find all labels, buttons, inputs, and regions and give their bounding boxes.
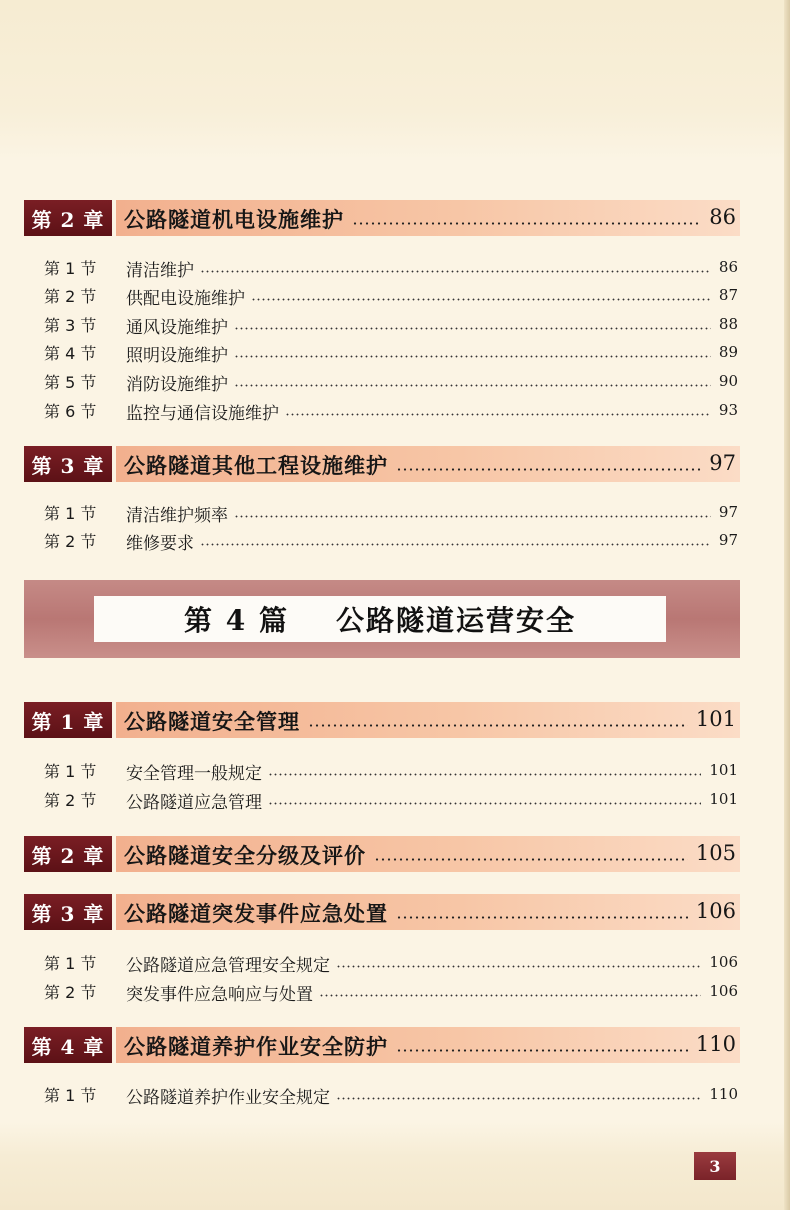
section-number: 第 2 节	[44, 532, 97, 551]
section-number: 第 2 节	[44, 983, 97, 1002]
section-page: 97	[718, 503, 738, 521]
section-dot-leader	[268, 802, 701, 805]
section-title: 公路隧道应急管理安全规定	[126, 956, 330, 976]
section-row[interactable]	[44, 399, 738, 425]
chapter-title: 公路隧道安全分级及评价	[124, 843, 366, 868]
chapter-page: 86	[709, 205, 736, 229]
section-row[interactable]	[44, 759, 738, 785]
section-title: 公路隧道养护作业安全规定	[126, 1088, 330, 1108]
section-dot-leader	[336, 965, 701, 968]
chapter-dot-leader	[396, 1049, 688, 1052]
section-title: 消防设施维护	[126, 375, 228, 395]
section-row[interactable]	[44, 1083, 738, 1109]
section-dot-leader	[336, 1097, 701, 1100]
section-page: 86	[718, 258, 738, 276]
chapter-row[interactable]	[24, 200, 740, 236]
chapter-number: 第 4 章	[24, 1027, 112, 1063]
section-dot-leader	[251, 298, 711, 301]
section-title: 清洁维护频率	[126, 506, 228, 526]
book-edge-shadow	[784, 0, 790, 1210]
chapter-number: 第 2 章	[24, 836, 112, 872]
section-number: 第 1 节	[44, 504, 97, 523]
section-title: 公路隧道应急管理	[126, 793, 262, 813]
section-dot-leader	[285, 413, 711, 416]
section-dot-leader	[234, 515, 711, 518]
chapter-dot-leader	[374, 858, 688, 861]
chapter-dot-leader	[308, 724, 688, 727]
section-dot-leader	[200, 270, 711, 273]
section-number: 第 6 节	[44, 402, 97, 421]
section-page: 97	[718, 531, 738, 549]
chapter-row[interactable]	[24, 446, 740, 482]
chapter-page: 106	[695, 899, 736, 923]
chapter-number: 第 3 章	[24, 894, 112, 930]
section-dot-leader	[234, 327, 711, 330]
section-row[interactable]	[44, 529, 738, 555]
section-row[interactable]	[44, 284, 738, 310]
chapter-page: 101	[695, 707, 736, 731]
section-page: 90	[718, 372, 738, 390]
part-banner	[24, 580, 740, 658]
section-row[interactable]	[44, 788, 738, 814]
section-title: 监控与通信设施维护	[126, 404, 279, 424]
chapter-dot-leader	[396, 468, 701, 471]
section-page: 88	[718, 315, 738, 333]
chapter-page: 110	[695, 1032, 736, 1056]
section-title: 通风设施维护	[126, 318, 228, 338]
section-number: 第 4 节	[44, 344, 97, 363]
section-title: 突发事件应急响应与处置	[126, 985, 313, 1005]
section-page: 93	[718, 401, 738, 419]
chapter-title: 公路隧道机电设施维护	[124, 207, 344, 232]
section-row[interactable]	[44, 341, 738, 367]
chapter-title: 公路隧道其他工程设施维护	[124, 453, 388, 478]
chapter-row[interactable]	[24, 1027, 740, 1063]
section-title: 安全管理一般规定	[126, 764, 262, 784]
section-number: 第 1 节	[44, 1086, 97, 1105]
chapter-dot-leader	[352, 222, 701, 225]
section-row[interactable]	[44, 370, 738, 396]
page-bottom-band	[0, 1122, 790, 1210]
section-dot-leader	[268, 773, 701, 776]
chapter-dot-leader	[396, 916, 688, 919]
section-title: 维修要求	[126, 534, 194, 554]
section-title: 清洁维护	[126, 261, 194, 281]
section-dot-leader	[234, 355, 711, 358]
section-title: 供配电设施维护	[126, 289, 245, 309]
chapter-number: 第 1 章	[24, 702, 112, 738]
chapter-number: 第 3 章	[24, 446, 112, 482]
page-number: 3	[694, 1152, 736, 1180]
section-number: 第 1 节	[44, 762, 97, 781]
chapter-title: 公路隧道突发事件应急处置	[124, 901, 388, 926]
section-page: 89	[718, 343, 738, 361]
section-page: 101	[709, 761, 738, 779]
chapter-row[interactable]	[24, 836, 740, 872]
section-page: 101	[709, 790, 738, 808]
section-number: 第 1 节	[44, 259, 97, 278]
part-title-box	[94, 596, 666, 642]
page-top-band	[0, 0, 790, 160]
chapter-title: 公路隧道养护作业安全防护	[124, 1034, 388, 1059]
section-row[interactable]	[44, 256, 738, 282]
section-page: 87	[718, 286, 738, 304]
section-title: 照明设施维护	[126, 346, 228, 366]
section-row[interactable]	[44, 313, 738, 339]
section-row[interactable]	[44, 951, 738, 977]
chapter-title: 公路隧道安全管理	[124, 709, 300, 734]
section-number: 第 1 节	[44, 954, 97, 973]
section-row[interactable]	[44, 501, 738, 527]
section-dot-leader	[319, 994, 701, 997]
section-number: 第 2 节	[44, 791, 97, 810]
section-page: 106	[709, 953, 738, 971]
section-number: 第 3 节	[44, 316, 97, 335]
section-dot-leader	[200, 543, 711, 546]
chapter-number: 第 2 章	[24, 200, 112, 236]
chapter-row[interactable]	[24, 702, 740, 738]
part-title: 第 4 篇 公路隧道运营安全	[184, 604, 576, 637]
chapter-page: 97	[709, 451, 736, 475]
chapter-row[interactable]	[24, 894, 740, 930]
section-number: 第 5 节	[44, 373, 97, 392]
chapter-page: 105	[695, 841, 736, 865]
section-row[interactable]	[44, 980, 738, 1006]
section-page: 106	[709, 982, 738, 1000]
section-number: 第 2 节	[44, 287, 97, 306]
section-dot-leader	[234, 384, 711, 387]
section-page: 110	[709, 1085, 738, 1103]
